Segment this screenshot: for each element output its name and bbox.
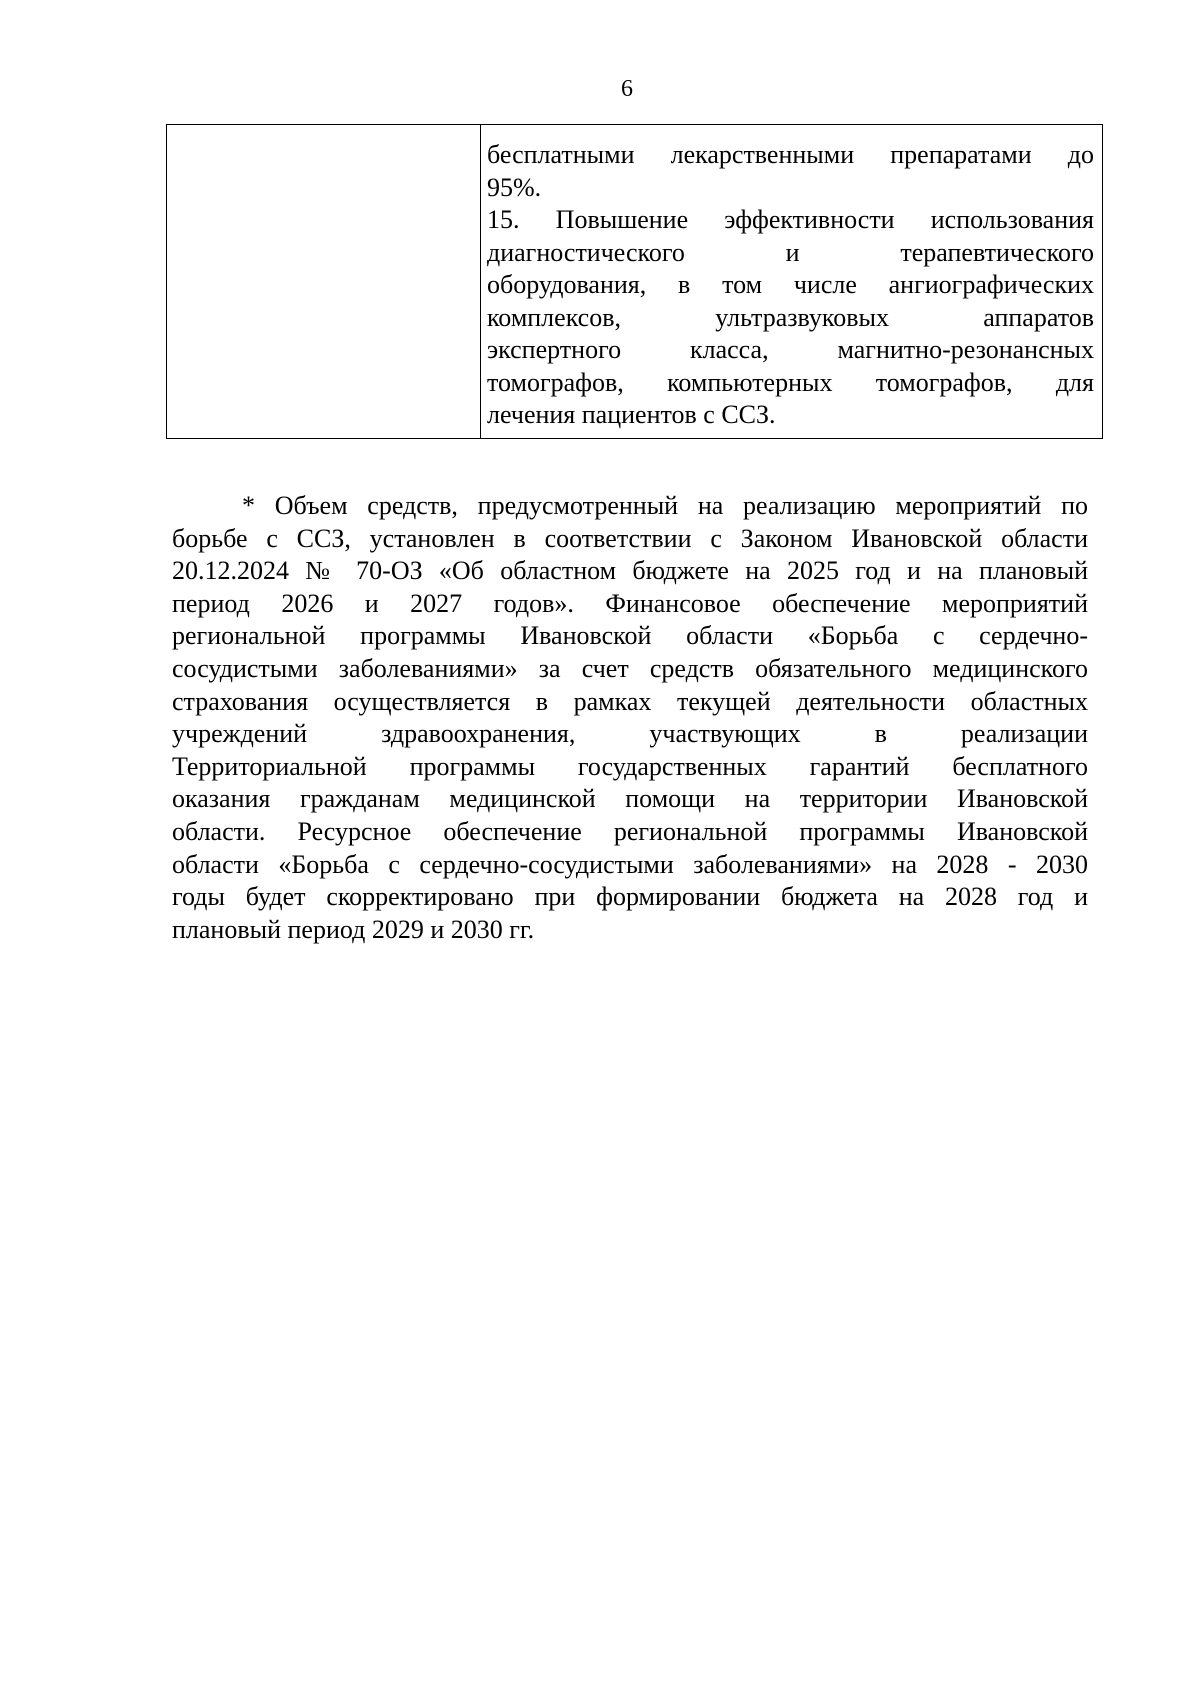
cell-text-line: оборудования, в том числе ангиографических (487, 270, 1094, 299)
footnote-line: области. Ресурсное обеспечение региональной программы Ивановской (172, 816, 1088, 846)
footnote-line: годы будет скорректировано при формировании бюджета на 2028 год и (172, 882, 1088, 912)
footnote-line: * Объем средств, предусмотренный на реализацию мероприятий по (242, 491, 1088, 520)
table-cell-measures (481, 125, 1103, 439)
page-number: 6 (621, 76, 633, 102)
footnote-line: страхования осуществляется в рамках текущей деятельности областных (172, 686, 1088, 716)
footnote-line: период 2026 и 2027 годов». Финансовое обеспечение мероприятий (172, 588, 1088, 618)
footnote-paragraph (172, 490, 1088, 946)
footnote-line: региональной программы Ивановской области «Борьба с сердечно- (172, 621, 1088, 651)
cell-text-line: 15. Повышение эффективности использования (487, 205, 1094, 234)
footnote-line: борьбе с ССЗ, установлен в соответствии с Законом Ивановской области (172, 523, 1088, 553)
cell-text-line: лечения пациентов с ССЗ. (487, 400, 776, 429)
footnote-line: области «Борьба с сердечно-сосудистыми заболеваниями» на 2028 - 2030 (172, 849, 1088, 879)
footnote-line: Территориальной программы государственных гарантий бесплатного (172, 751, 1088, 781)
footnote-line: оказания гражданам медицинской помощи на территории Ивановской (172, 784, 1088, 814)
cell-text-line: диагностического и терапевтического (487, 237, 1094, 267)
cell-text-line: 95%. (487, 172, 542, 202)
cell-text-line: томографов, компьютерных томографов, для (487, 367, 1094, 397)
footnote-line: учреждений здравоохранения, участвующих в реализации (172, 719, 1088, 749)
cell-text-line: комплексов, ультразвуковых аппаратов (487, 302, 1094, 332)
continuation-table (166, 124, 1103, 439)
cell-text-line: экспертного класса, магнитно-резонансных (487, 335, 1094, 364)
footnote-line: плановый период 2029 и 2030 гг. (172, 914, 535, 944)
table-cell-empty (167, 125, 481, 439)
footnote-line: 20.12.2024 № 70-ОЗ «Об областном бюджете на 2025 год и на плановый (172, 556, 1088, 586)
table-row (167, 125, 1103, 439)
cell-text-line: бесплатными лекарственными препаратами до (487, 140, 1094, 169)
footnote-line: сосудистыми заболеваниями» за счет средств обязательного медицинского (172, 653, 1088, 683)
